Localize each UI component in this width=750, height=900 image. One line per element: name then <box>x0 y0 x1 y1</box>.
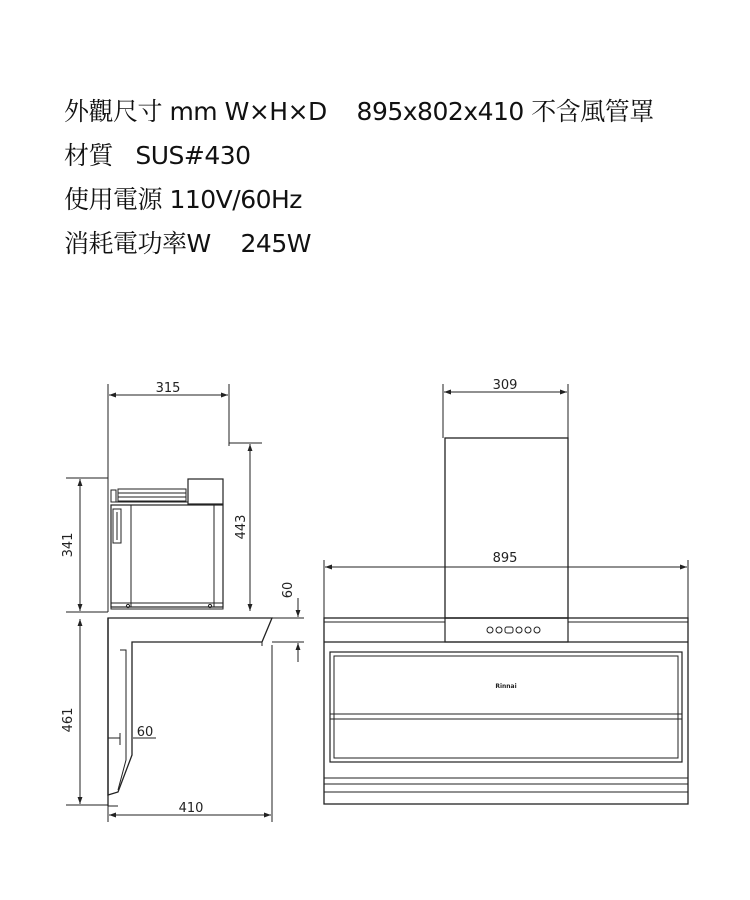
dim-315: 315 <box>155 381 181 396</box>
brand-logo: Rinnai <box>495 683 517 690</box>
dim-309: 309 <box>492 378 518 393</box>
control-button-1 <box>487 627 493 633</box>
dim-461: 461 <box>61 707 76 733</box>
canopy-profile <box>108 618 272 795</box>
dim-60-panel: 60 <box>136 725 154 740</box>
spec-material: 材質 SUS#430 <box>64 141 251 170</box>
side-view <box>66 384 304 822</box>
spec-power-supply: 使用電源 110V/60Hz <box>64 185 302 214</box>
spec-size: 外觀尺寸 mm W×H×D 895x802x410 不含風管罩 <box>64 97 654 126</box>
canopy-front <box>324 618 688 804</box>
control-button-4 <box>516 627 522 633</box>
control-buttons <box>487 627 540 633</box>
dim-341: 341 <box>61 532 76 558</box>
spec-power-consumption: 消耗電功率W 245W <box>64 229 311 258</box>
dim-410: 410 <box>178 801 204 816</box>
control-panel <box>445 618 568 642</box>
front-view <box>324 384 688 804</box>
control-button-2 <box>496 627 502 633</box>
control-button-6 <box>534 627 540 633</box>
control-button-3 <box>505 627 513 633</box>
dim-443: 443 <box>234 514 249 540</box>
glass-panel <box>330 652 682 762</box>
motor-box <box>111 505 223 607</box>
dim-895: 895 <box>492 551 518 566</box>
control-button-5 <box>525 627 531 633</box>
chimney <box>445 438 568 618</box>
dim-60-canopy: 60 <box>281 581 296 599</box>
